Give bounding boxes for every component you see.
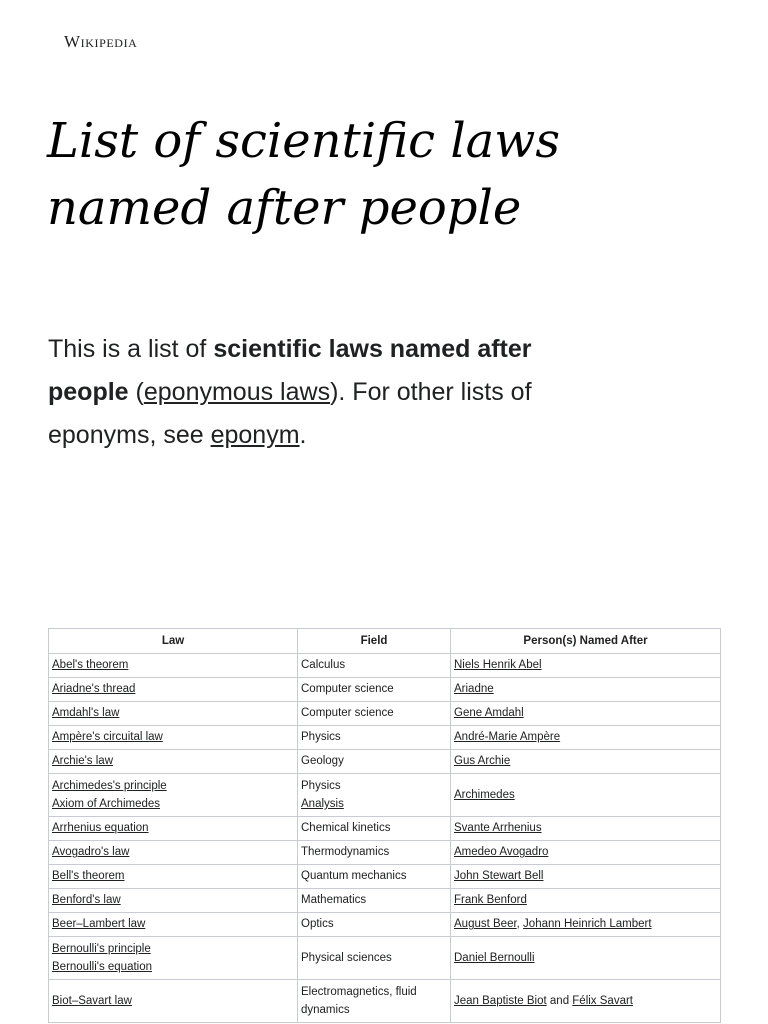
- persons-cell: [451, 817, 721, 841]
- person-link[interactable]: Archimedes: [454, 788, 515, 801]
- law-link[interactable]: Benford's law: [52, 894, 121, 907]
- field-text: Quantum mechanics: [301, 870, 407, 883]
- field-text: Optics: [301, 918, 334, 931]
- law-cell: [49, 726, 298, 750]
- field-cell: [298, 980, 451, 1023]
- intro-text: .: [299, 421, 307, 449]
- persons-cell: [451, 702, 721, 726]
- law-cell: [49, 750, 298, 774]
- field-text: Chemical kinetics: [301, 822, 391, 835]
- table-row: [49, 980, 721, 1023]
- persons-cell: [451, 937, 721, 980]
- law-link[interactable]: Amdahl's law: [52, 707, 120, 720]
- field-text: Computer science: [301, 707, 394, 720]
- table-row: [49, 702, 721, 726]
- table-row: [49, 913, 721, 937]
- intro-bold-term: scientific laws named after people: [48, 335, 532, 406]
- field-cell: [298, 678, 451, 702]
- law-cell: [49, 678, 298, 702]
- law-link[interactable]: Ariadne's thread: [52, 683, 136, 696]
- table-row: [49, 654, 721, 678]
- law-link[interactable]: Biot–Savart law: [52, 994, 132, 1007]
- person-link[interactable]: Amedeo Avogadro: [454, 846, 549, 859]
- field-cell: [298, 750, 451, 774]
- column-header-persons: Person(s) Named After: [451, 629, 721, 654]
- persons-cell: [451, 774, 721, 817]
- field-link[interactable]: Analysis: [301, 798, 344, 810]
- law-cell: [49, 913, 298, 937]
- field-cell: [298, 817, 451, 841]
- field-text: Computer science: [301, 683, 394, 696]
- person-link[interactable]: Félix Savart: [572, 994, 633, 1007]
- law-cell: [49, 841, 298, 865]
- law-cell: [49, 654, 298, 678]
- field-text: Thermodynamics: [301, 846, 390, 859]
- field-cell: [298, 726, 451, 750]
- eponymous-laws-link[interactable]: eponymous laws: [143, 378, 331, 406]
- persons-cell: [451, 750, 721, 774]
- persons-cell: [451, 865, 721, 889]
- person-link[interactable]: Daniel Bernoulli: [454, 951, 535, 964]
- field-text: Electromagnetics, fluid dynamics: [301, 985, 417, 1016]
- persons-cell: [451, 889, 721, 913]
- law-link[interactable]: Archie's law: [52, 755, 113, 768]
- field-cell: [298, 937, 451, 980]
- law-cell: [49, 702, 298, 726]
- law-cell: [49, 889, 298, 913]
- table-header-row: [49, 629, 721, 654]
- person-link[interactable]: Frank Benford: [454, 894, 527, 907]
- law-link[interactable]: Bernoulli's equation: [52, 961, 153, 973]
- law-link[interactable]: Ampère's circuital law: [52, 731, 163, 744]
- field-text: Physics: [301, 731, 341, 744]
- field-cell: [298, 654, 451, 678]
- table-row: [49, 726, 721, 750]
- table-row: [49, 937, 721, 980]
- person-link[interactable]: Svante Arrhenius: [454, 822, 542, 835]
- table-row: [49, 889, 721, 913]
- table-row: [49, 865, 721, 889]
- person-link[interactable]: Jean Baptiste Biot: [454, 994, 547, 1007]
- persons-cell: [451, 980, 721, 1023]
- field-cell: [298, 841, 451, 865]
- law-link[interactable]: Bernoulli's principle: [52, 942, 151, 955]
- table-row: [49, 678, 721, 702]
- person-separator: and: [546, 994, 573, 1007]
- law-cell: [49, 865, 298, 889]
- wikipedia-logo[interactable]: Wikipedia: [64, 32, 138, 51]
- intro-text: This is a list of: [48, 335, 214, 363]
- law-cell: [49, 774, 298, 817]
- field-text: Physics: [301, 779, 341, 792]
- field-cell: [298, 889, 451, 913]
- person-link[interactable]: André-Marie Ampère: [454, 731, 561, 744]
- person-link[interactable]: Gene Amdahl: [454, 707, 524, 720]
- column-header-law: Law: [49, 629, 298, 654]
- laws-table-body: [49, 654, 721, 1023]
- table-row: [49, 750, 721, 774]
- person-separator: ,: [516, 918, 524, 931]
- person-link[interactable]: Gus Archie: [454, 755, 511, 768]
- law-cell: [49, 937, 298, 980]
- field-text: Calculus: [301, 659, 346, 672]
- eponym-link[interactable]: eponym: [210, 421, 300, 449]
- field-cell: [298, 865, 451, 889]
- person-link[interactable]: Johann Heinrich Lambert: [523, 918, 652, 931]
- law-link[interactable]: Bell's theorem: [52, 870, 125, 883]
- table-row: [49, 817, 721, 841]
- persons-cell: [451, 678, 721, 702]
- intro-paragraph: [48, 328, 608, 457]
- person-link[interactable]: Ariadne: [454, 683, 494, 696]
- field-cell: [298, 774, 451, 817]
- law-cell: [49, 817, 298, 841]
- persons-cell: [451, 841, 721, 865]
- table-row: [49, 774, 721, 817]
- field-cell: [298, 702, 451, 726]
- person-link[interactable]: Niels Henrik Abel: [454, 659, 542, 672]
- intro-text: ). For other lists of eponyms, see: [48, 378, 532, 449]
- law-link[interactable]: Beer–Lambert law: [52, 918, 146, 931]
- law-link[interactable]: Axiom of Archimedes: [52, 798, 161, 810]
- law-link[interactable]: Archimedes's principle: [52, 779, 167, 792]
- table-row: [49, 841, 721, 865]
- field-text: Physical sciences: [301, 951, 392, 964]
- persons-cell: [451, 726, 721, 750]
- law-link[interactable]: Avogadro's law: [52, 846, 130, 859]
- intro-text: (: [128, 378, 144, 406]
- law-link[interactable]: Abel's theorem: [52, 659, 129, 672]
- field-text: Geology: [301, 755, 344, 768]
- column-header-field: Field: [298, 629, 451, 654]
- person-link[interactable]: August Beer: [454, 918, 517, 931]
- law-cell: [49, 980, 298, 1023]
- person-link[interactable]: John Stewart Bell: [454, 870, 544, 883]
- laws-table: [48, 628, 721, 1023]
- page-title: List of scientific laws named after people: [47, 113, 560, 236]
- field-cell: [298, 913, 451, 937]
- field-text: Mathematics: [301, 894, 367, 907]
- persons-cell: [451, 654, 721, 678]
- persons-cell: [451, 913, 721, 937]
- law-link[interactable]: Arrhenius equation: [52, 822, 149, 835]
